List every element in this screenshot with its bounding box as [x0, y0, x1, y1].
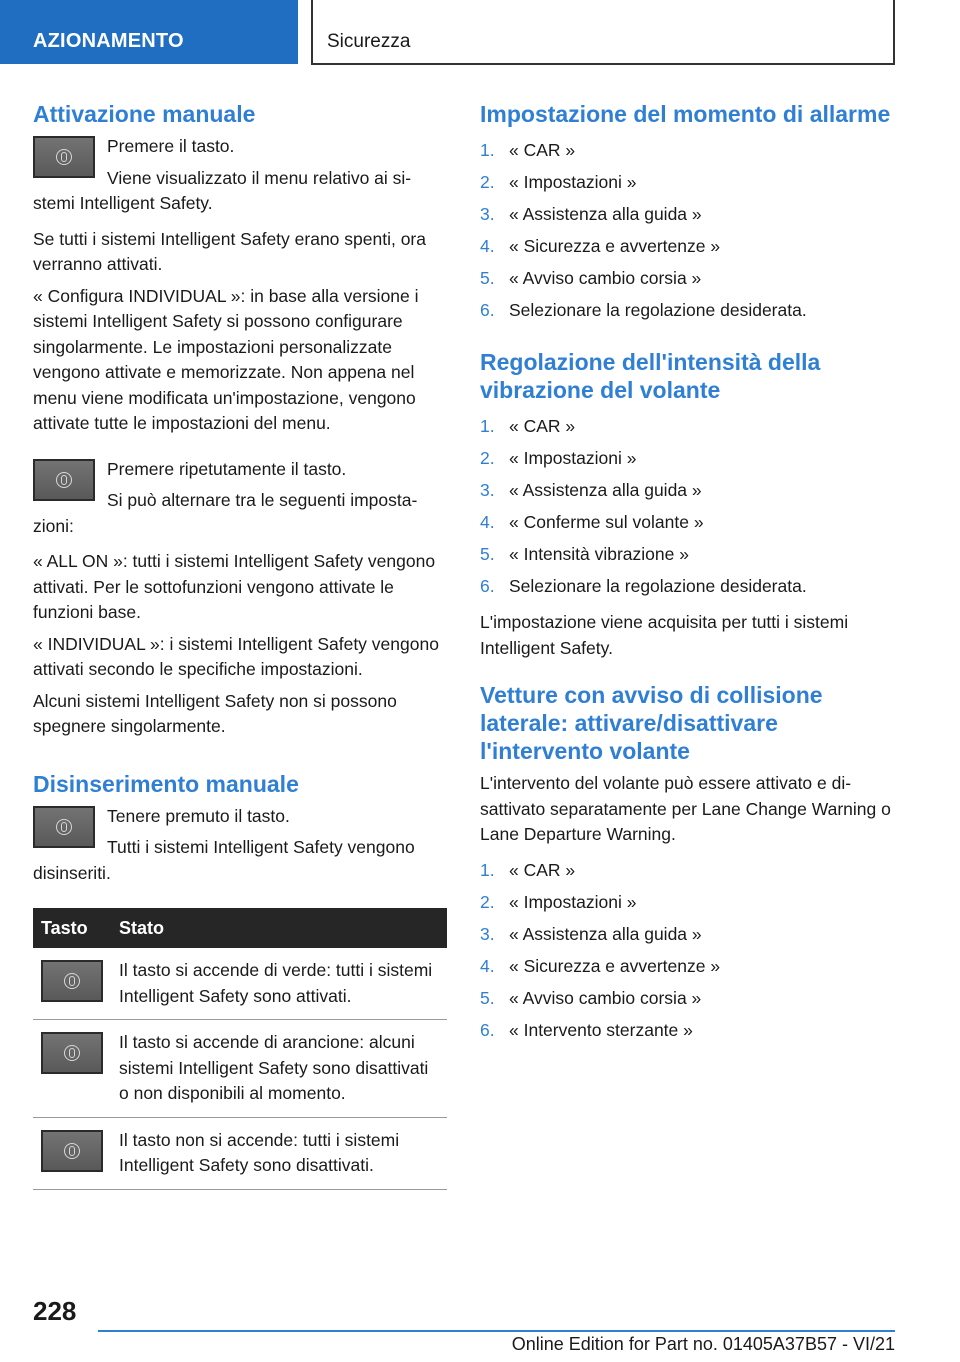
edition-note: Online Edition for Part no. 01405A37B57 - VI/21 [511, 1334, 895, 1354]
paragraph: Viene visualizzato il menu relativo ai sistemi Intelligent Safety. [33, 167, 412, 213]
button-orange-icon [41, 1032, 103, 1074]
list-item: 1. « CAR » [480, 140, 576, 160]
left-column [33, 100, 447, 1190]
topic-title: Sicurezza [327, 31, 411, 52]
paragraph: « INDIVIDUAL »: i sistemi Intelligent Safety vengono attivati secondo le specifiche impostazioni. [33, 633, 439, 679]
intelligent-safety-button-icon [33, 459, 95, 501]
intelligent-safety-button-icon [33, 806, 95, 848]
paragraph: Alcuni sistemi Intelligent Safety non si possono spegnere singolarmente. [33, 690, 397, 736]
step-ripetuta [33, 457, 447, 546]
list-item: 2. « Impostazioni » [480, 172, 637, 192]
list-vibrazione [480, 410, 892, 602]
paragraph: L'intervento del volante può essere attivato e disattivato separatamente per Lane Change Warning o Lane Departure Warning. [480, 773, 891, 844]
list-item: 6. Selezionare la regolazione desiderata. [480, 300, 807, 320]
list-item: 4. « Sicurezza e avvertenze » [480, 955, 721, 976]
step-disinserimento [33, 804, 447, 893]
table-cell: Il tasto si accende di arancione: alcuni sistemi Intelligent Safety sono disattivati o non disponibili al momento. [111, 1020, 447, 1118]
list-item: 3. « Assistenza alla guida » [480, 480, 702, 500]
heading-collisione: Vetture con avviso di collisione laterale: attivare/disattivare l'intervento volante [480, 682, 823, 764]
paragraph: « ALL ON »: tutti i sistemi Intelligent Safety vengono attivati. Per le sottofunzioni vengono attivate le funzioni base. [33, 551, 436, 622]
paragraph: Premere il tasto. [107, 136, 235, 156]
paragraph: Si può alternare tra le seguenti impostazioni: [33, 490, 418, 536]
intelligent-safety-button-icon [33, 136, 95, 178]
table-header-tasto: Tasto [33, 908, 111, 948]
paragraph: Tenere premuto il tasto. [107, 805, 290, 826]
list-item: 5. « Avviso cambio corsia » [480, 268, 702, 288]
paragraph: « Configura INDIVIDUAL »: in base alla versione i sistemi Intelligent Safety si possono configurare singolarmente. Le impostazioni personalizzate vengono attivate e memorizzate. Non appena nel menu viene modificata un'impostazione, vengono attivate tutte le impostazioni del menu. [33, 285, 419, 433]
button-green-icon [41, 960, 103, 1002]
list-item: 4. « Conferme sul volante » [480, 512, 704, 532]
table-cell: Il tasto non si accende: tutti i sistemi Intelligent Safety sono disattivati. [111, 1117, 447, 1189]
paragraph: L'impostazione viene acquisita per tutti i sistemi Intelligent Safety. [480, 612, 849, 658]
list-item: 5. « Avviso cambio corsia » [480, 987, 702, 1008]
table-row [33, 1020, 447, 1118]
page-number: 228 [33, 1296, 77, 1326]
list-item: 2. « Impostazioni » [480, 448, 637, 468]
list-item: 5. « Intensità vibrazione » [480, 544, 689, 564]
table-row [33, 948, 447, 1020]
table-row [33, 1117, 447, 1189]
section-title: AZIONAMENTO [33, 30, 184, 52]
list-item: 2. « Impostazioni » [480, 891, 637, 912]
button-off-icon [41, 1130, 103, 1172]
state-table [33, 908, 447, 1190]
list-item: 4. « Sicurezza e avvertenze » [480, 236, 721, 256]
paragraph: Se tutti i sistemi Intelligent Safety erano spenti, ora verranno attivati. [33, 228, 426, 274]
heading-disinserimento: Disinserimento manuale [33, 770, 299, 797]
heading-vibrazione: Regolazione dell'intensità della vibrazione del volante [480, 349, 821, 403]
list-allarme [480, 134, 892, 326]
list-item: 3. « Assistenza alla guida » [480, 923, 702, 944]
list-item: 3. « Assistenza alla guida » [480, 204, 702, 224]
footer-divider [98, 1330, 895, 1332]
list-item: 6. Selezionare la regolazione desiderata. [480, 576, 807, 596]
list-collisione [480, 854, 892, 1046]
list-item: 1. « CAR » [480, 416, 576, 436]
list-item: 6. « Intervento sterzante » [480, 1019, 693, 1040]
right-column [480, 100, 892, 1054]
table-header-stato: Stato [111, 908, 447, 948]
table-cell: Il tasto si accende di verde: tutti i sistemi Intelligent Safety sono attivati. [111, 948, 447, 1020]
heading-allarme: Impostazione del momento di allarme [480, 101, 891, 127]
topic-tab [311, 0, 895, 65]
section-tab [0, 0, 298, 64]
paragraph: Premere ripetutamente il tasto. [107, 458, 347, 479]
list-item: 1. « CAR » [480, 859, 576, 880]
heading-attivazione: Attivazione manuale [33, 101, 256, 127]
paragraph: Tutti i sistemi Intelligent Safety vengono disinseriti. [33, 837, 415, 883]
step-attivazione [33, 134, 447, 223]
